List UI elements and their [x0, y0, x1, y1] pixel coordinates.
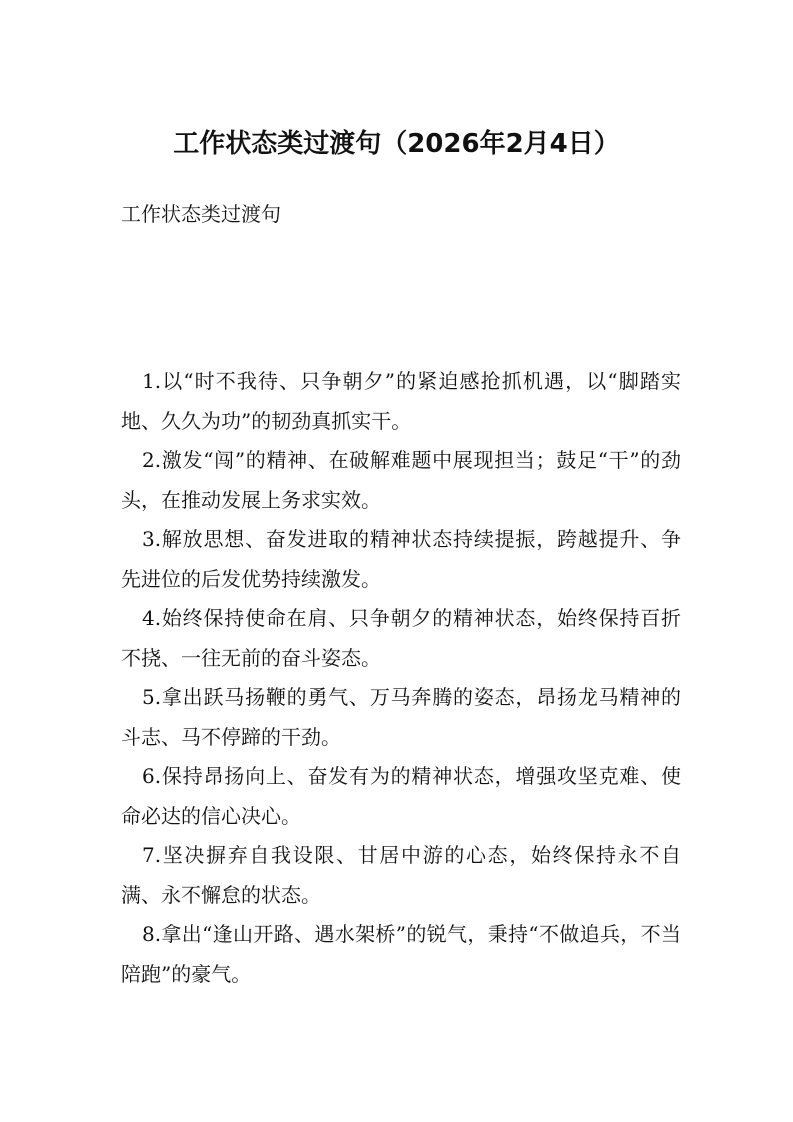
item-list — [121, 362, 681, 994]
document-title: 工作状态类过渡句（2026年2月4日） — [173, 129, 620, 159]
list-item: 4.始终保持使命在肩、只争朝夕的精神状态，始终保持百折不挠、一往无前的奋斗姿态。 — [121, 606, 681, 670]
list-item: 2.激发“闯”的精神、在破解难题中展现担当；鼓足“干”的劲头，在推动发展上务求实效。 — [121, 448, 681, 512]
document-subtitle: 工作状态类过渡句 — [121, 202, 281, 226]
list-item: 1.以“时不我待、只争朝夕”的紧迫感抢抓机遇，以“脚踏实地、久久为功”的韧劲真抓实干。 — [121, 369, 681, 433]
list-item: 8.拿出“逢山开路、遇水架桥”的锐气，秉持“不做追兵，不当陪跑”的豪气。 — [121, 922, 681, 986]
list-item: 5.拿出跃马扬鞭的勇气、万马奔腾的姿态，昂扬龙马精神的斗志、马不停蹄的干劲。 — [121, 685, 681, 749]
list-item: 7.坚决摒弃自我设限、甘居中游的心态，始终保持永不自满、永不懈怠的状态。 — [121, 843, 681, 907]
list-item: 3.解放思想、奋发进取的精神状态持续提振，跨越提升、争先进位的后发优势持续激发。 — [121, 527, 681, 591]
list-item: 6.保持昂扬向上、奋发有为的精神状态，增强攻坚克难、使命必达的信心决心。 — [121, 764, 681, 828]
